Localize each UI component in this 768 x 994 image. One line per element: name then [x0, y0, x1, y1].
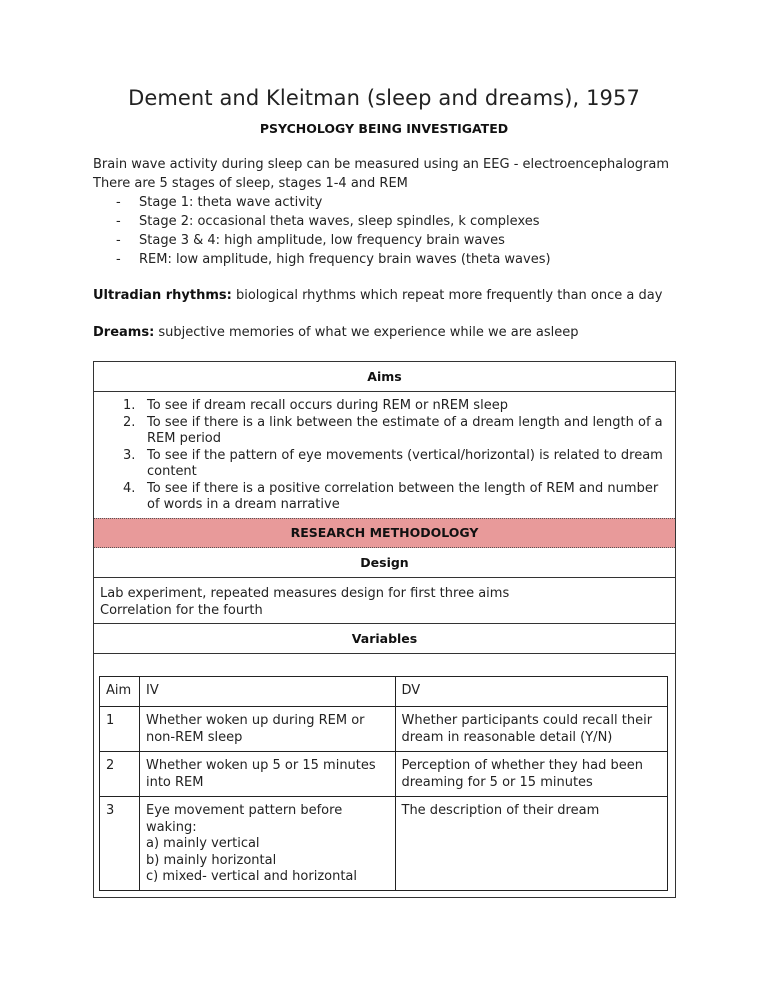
page-title: Dement and Kleitman (sleep and dreams), 1957	[128, 86, 640, 110]
list-item: 1. To see if dream recall occurs during REM or nREM sleep	[123, 398, 508, 413]
aims-cell	[94, 392, 675, 518]
list-item: - Stage 1: theta wave activity	[116, 195, 323, 210]
stages-list	[93, 193, 551, 269]
dreams-definition: Dreams: subjective memories of what we experience while we are asleep	[93, 325, 579, 340]
section-heading: PSYCHOLOGY BEING INVESTIGATED	[259, 121, 509, 136]
list-item: 2. To see if there is a link between the estimate of a dream length and length of a REM period	[123, 414, 663, 446]
intro-line-2: There are 5 stages of sleep, stages 1-4 and REM	[93, 176, 408, 191]
variables-table	[99, 676, 668, 891]
table-row: 3 Eye movement pattern before waking: a) mainly vertical b) mainly horizontal c) mixed- vertical and horizontal The description of their dream	[100, 797, 668, 891]
methodology-table	[93, 361, 676, 898]
table-header-row	[100, 677, 668, 707]
aims-list	[94, 398, 667, 514]
ultradian-definition: Ultradian rhythms: biological rhythms which repeat more frequently than once a day	[93, 288, 663, 303]
list-item: - Stage 2: occasional theta waves, sleep spindles, k complexes	[116, 214, 540, 229]
table-row: 1 Whether woken up during REM or non-REM sleep Whether participants could recall their dream in reasonable detail (Y/N)	[100, 707, 668, 752]
design-cell	[94, 578, 675, 624]
list-item: - Stage 3 & 4: high amplitude, low frequency brain waves	[116, 233, 505, 248]
list-item: - REM: low amplitude, high frequency brain waves (theta waves)	[116, 252, 551, 267]
design-header: Design	[94, 548, 675, 578]
variables-header: Variables	[94, 624, 675, 654]
column-header-aim: Aim	[100, 677, 140, 707]
table-row: 2 Whether woken up 5 or 15 minutes into REM Perception of whether they had been dreaming for 5 or 15 minutes	[100, 752, 668, 797]
column-header-iv: IV	[139, 677, 395, 707]
design-text: Lab experiment, repeated measures design for first three aims Correlation for the fourth	[100, 586, 510, 618]
research-methodology-banner: RESEARCH METHODOLOGY	[94, 518, 675, 548]
aims-header: Aims	[94, 362, 675, 392]
intro-line-1: Brain wave activity during sleep can be measured using an EEG - electroencephalogram	[93, 157, 670, 172]
list-item: 4. To see if there is a positive correlation between the length of REM and number of words in a dream narrative	[123, 480, 659, 512]
column-header-dv: DV	[395, 677, 668, 707]
list-item: 3. To see if the pattern of eye movements (vertical/horizontal) is related to dream content	[123, 447, 663, 479]
